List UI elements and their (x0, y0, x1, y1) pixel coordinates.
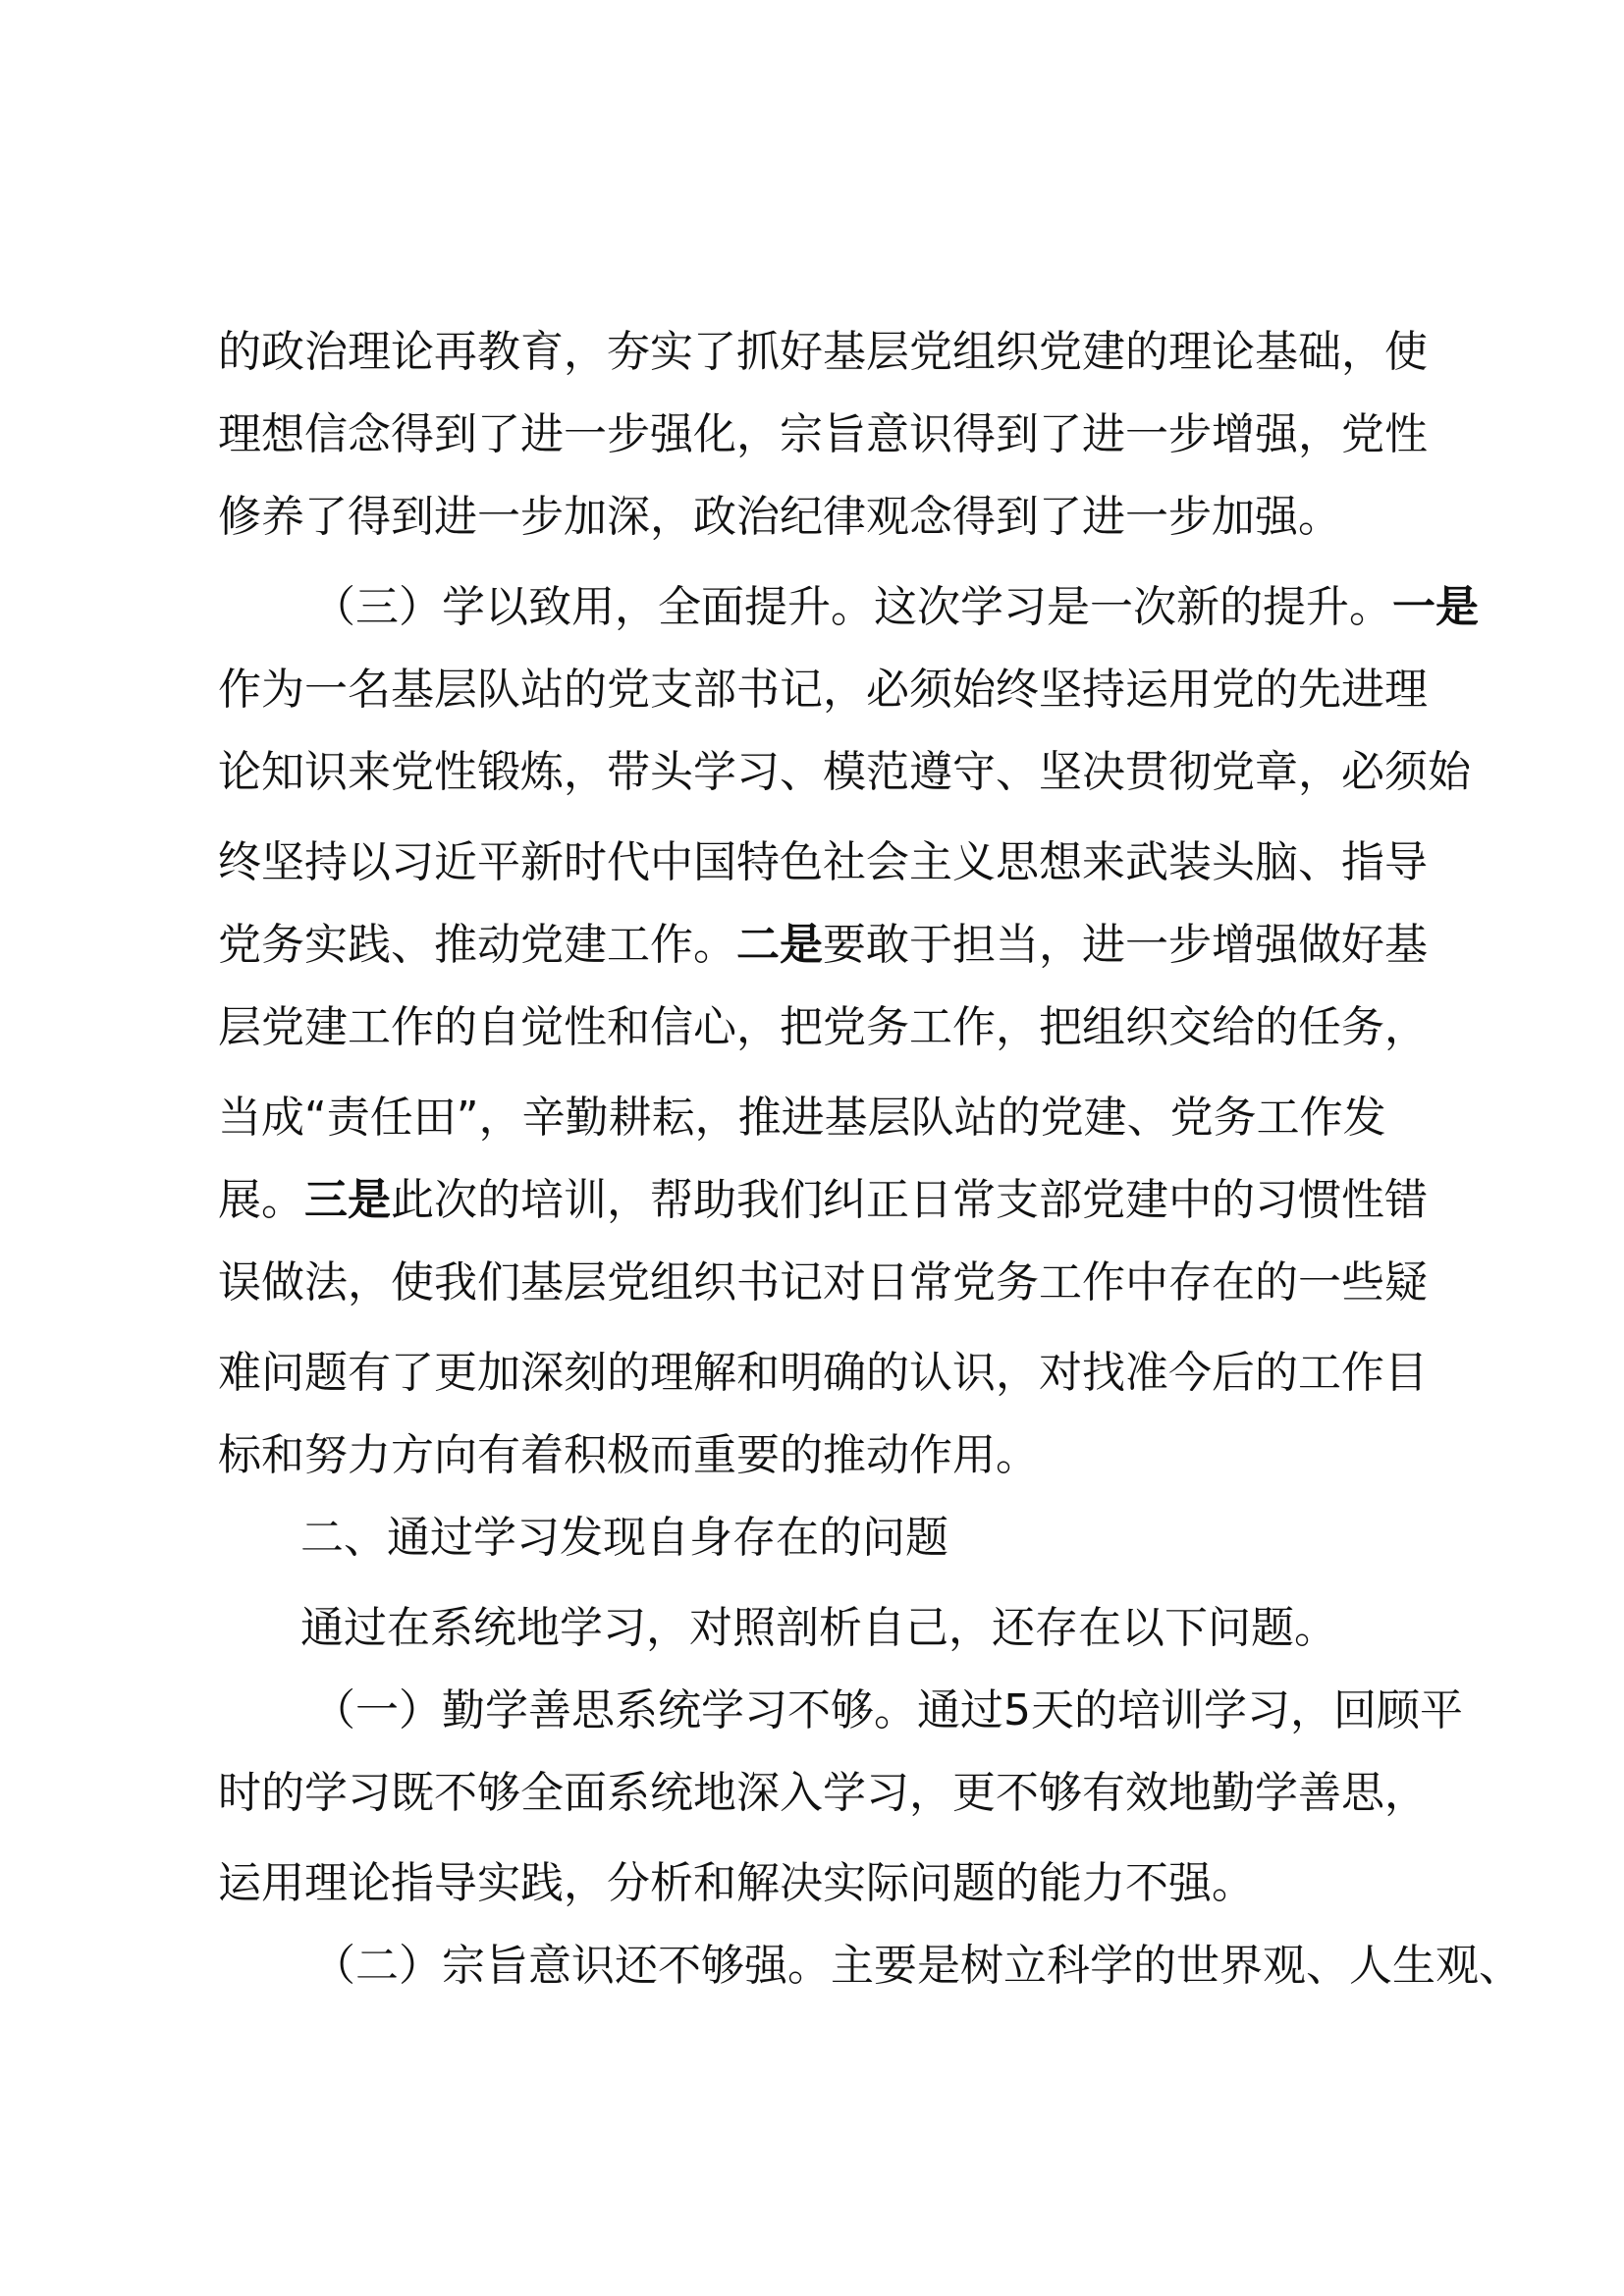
bold-marker: 三是 (304, 1175, 391, 1225)
body-text-line: 通过在系统地学习，对照剖析自己，还存在以下问题。 (300, 1603, 1337, 1653)
body-text-line: （一）勤学善思系统学习不够。通过5天的培训学习，回顾平 (312, 1685, 1463, 1735)
body-text: 要敢于担当，进一步增强做好基 (823, 920, 1428, 970)
bold-marker: 一是 (1392, 582, 1479, 632)
body-text-line (218, 1159, 1428, 1242)
section-heading: 二、通过学习发现自身存在的问题 (300, 1513, 948, 1563)
body-text-line: 误做法，使我们基层党组织书记对日常党务工作中存在的一些疑 (218, 1257, 1428, 1308)
body-text-line (312, 566, 1479, 649)
body-text-line: 运用理论指导实践，分析和解决实际问题的能力不强。 (218, 1858, 1255, 1908)
body-text-line: 作为一名基层队站的党支部书记，必须始终坚持运用党的先进理 (218, 665, 1428, 715)
body-text-line: 当成“责任田”，辛勤耕耘，推进基层队站的党建、党务工作发 (218, 1093, 1386, 1143)
body-text-line: 的政治理论再教育，夯实了抓好基层党组织党建的理论基础，使 (218, 327, 1428, 377)
body-text-line: 难问题有了更加深刻的理解和明确的认识，对找准今后的工作目 (218, 1348, 1428, 1398)
body-text-line: 层党建工作的自觉性和信心，把党务工作，把组织交给的任务， (218, 1002, 1428, 1052)
body-text-line: 修养了得到进一步加深，政治纪律观念得到了进一步加强。 (218, 492, 1341, 542)
body-text-line: 终坚持以习近平新时代中国特色社会主义思想来武装头脑、指导 (218, 837, 1428, 887)
body-text-line: 标和努力方向有着积极而重要的推动作用。 (218, 1430, 1039, 1480)
body-text: 此次的培训，帮助我们纠正日常支部党建中的习惯性错 (391, 1175, 1428, 1225)
section-heading-text: （三）学以致用，全面提升。这次学习是一次新的提升。 (312, 582, 1392, 632)
body-text-line: 理想信念得到了进一步强化，宗旨意识得到了进一步增强，党性 (218, 409, 1428, 459)
body-text: 党务实践、推动党建工作。 (218, 920, 736, 970)
body-text-line: 论知识来党性锻炼，带头学习、模范遵守、坚决贯彻党章，必须始 (218, 747, 1471, 797)
body-text-line: 时的学习既不够全面系统地深入学习，更不够有效地勤学善思， (218, 1768, 1428, 1818)
body-text-line (218, 904, 1428, 987)
bold-marker: 二是 (736, 920, 823, 970)
body-text: 展。 (218, 1175, 304, 1225)
body-text-line: （二）宗旨意识还不够强。主要是树立科学的世界观、人生观、 (312, 1941, 1522, 1991)
